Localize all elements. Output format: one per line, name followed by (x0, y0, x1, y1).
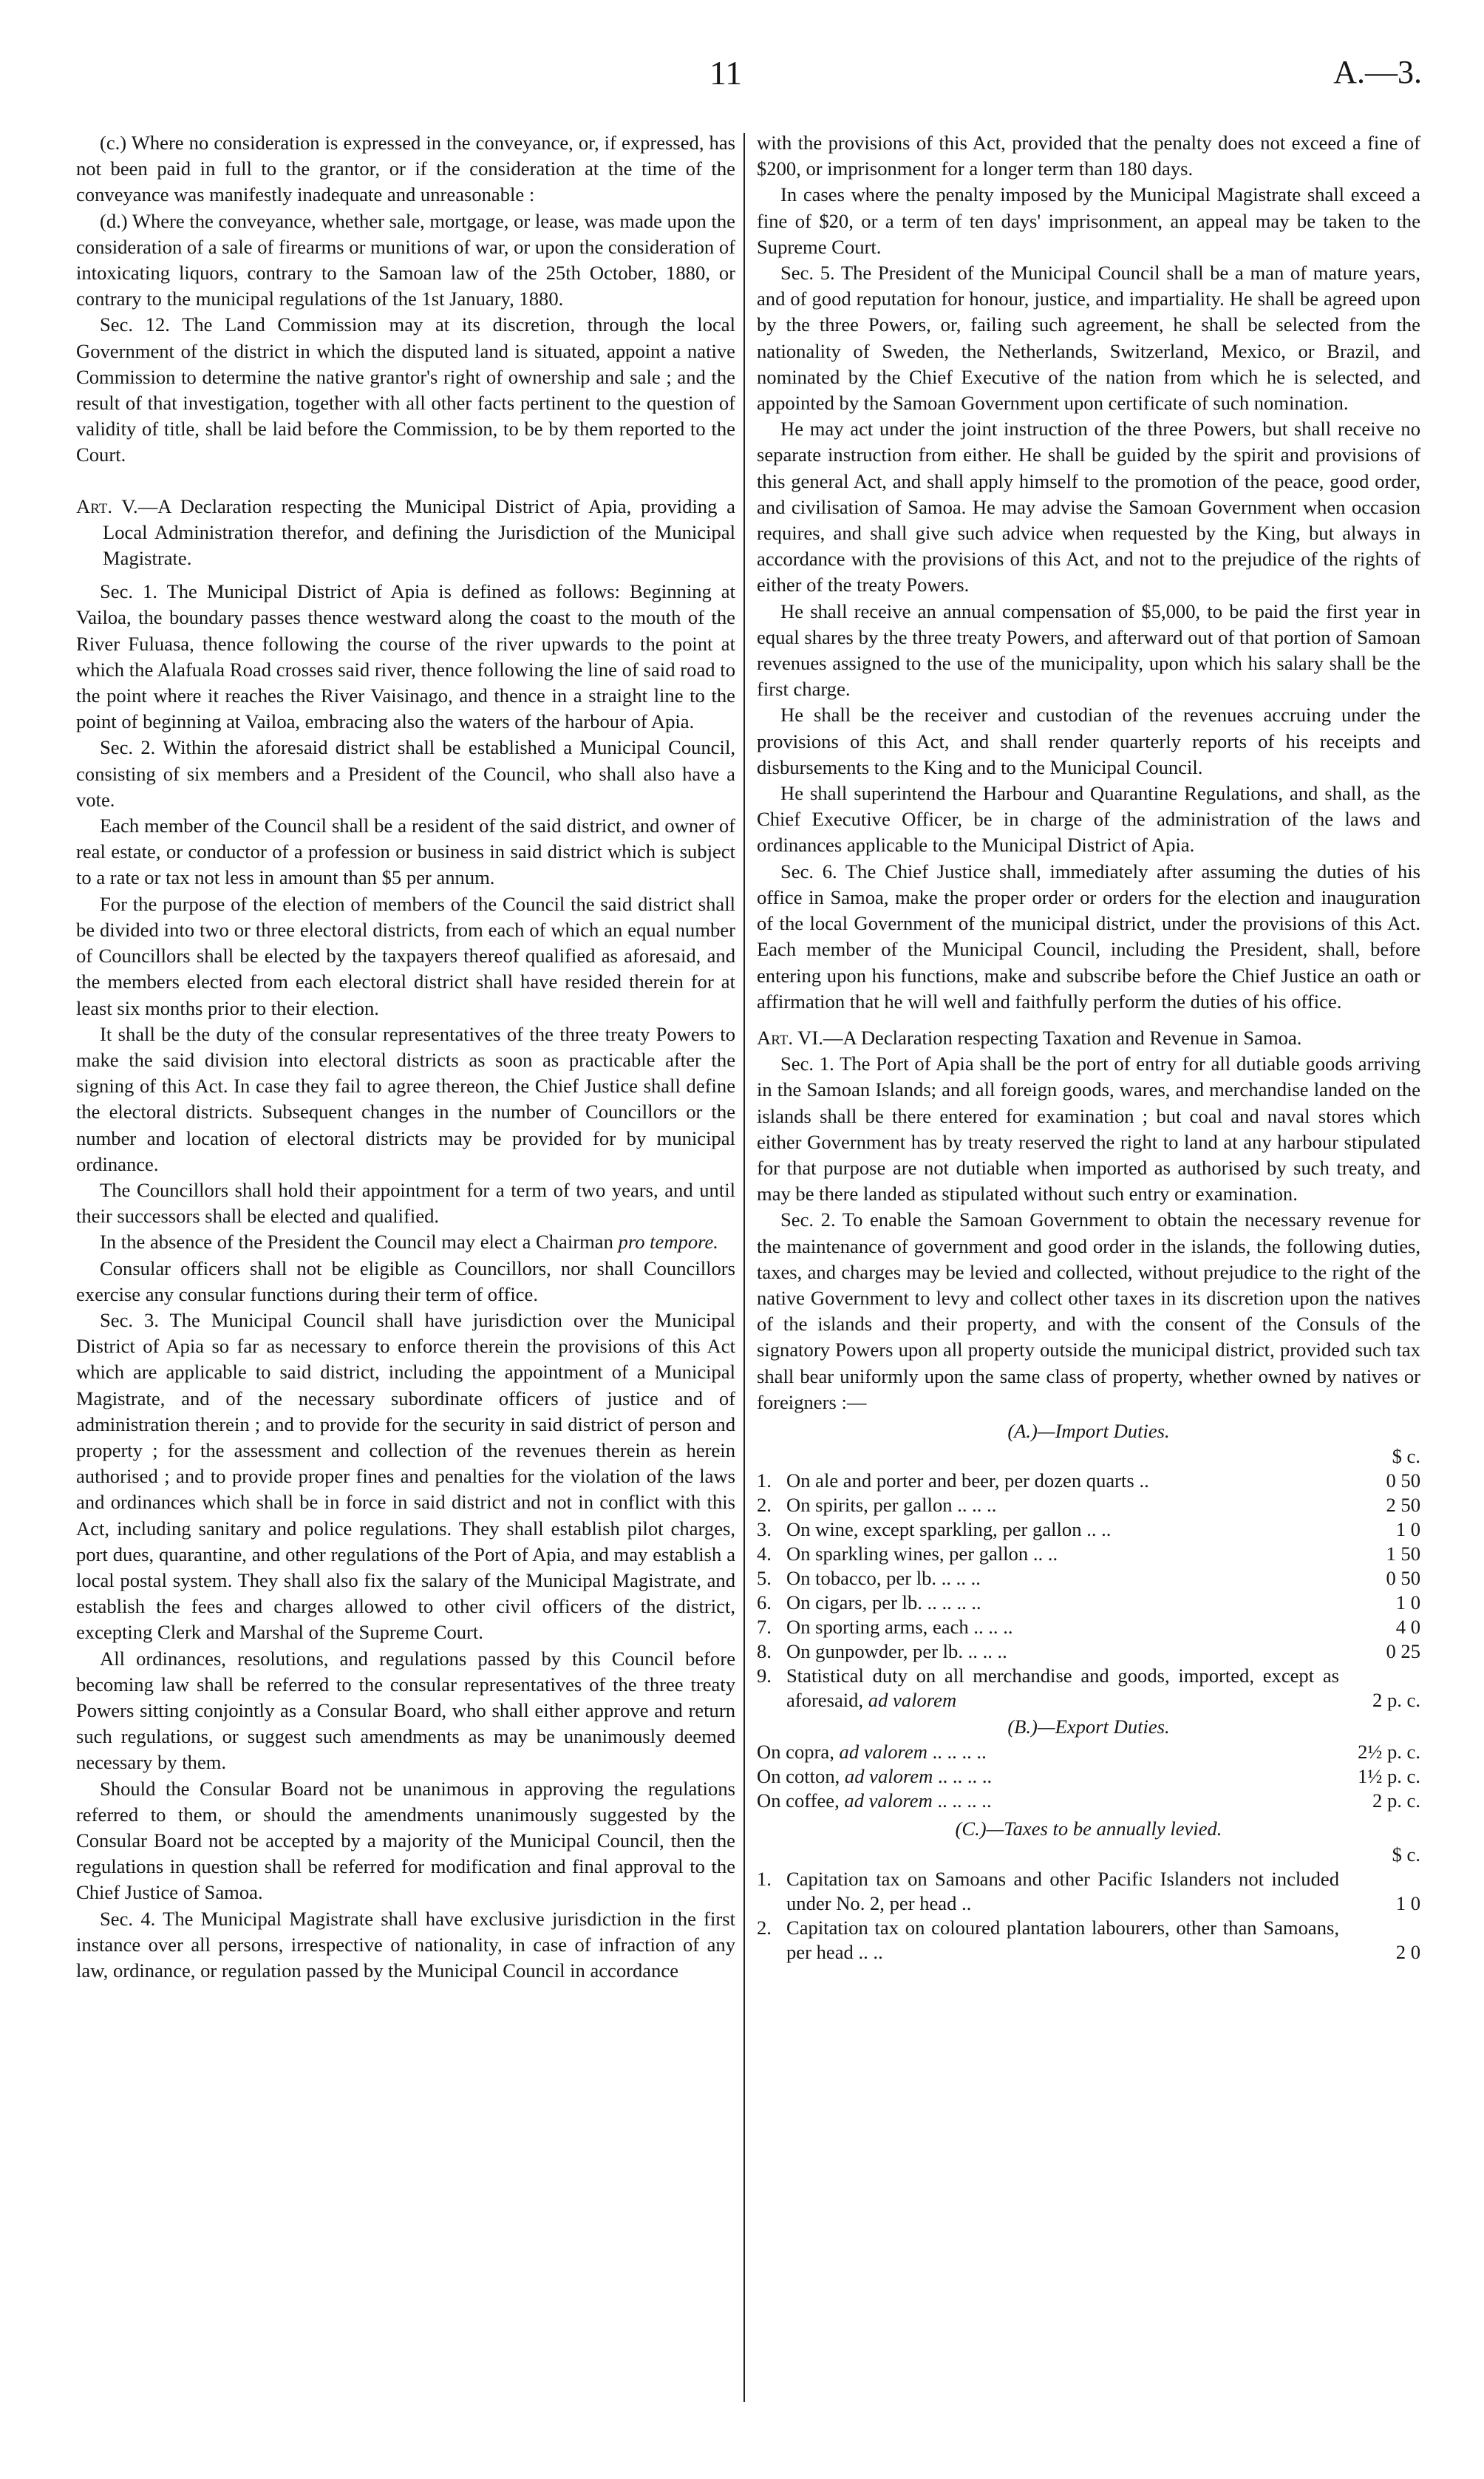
annual-taxes-heading: (C.)—Taxes to be annually levied. (955, 1817, 1222, 1840)
row-value: 1 0 (1395, 1518, 1420, 1541)
paragraph-instruction: He may act under the joint instruction of the three Powers, but shall receive no separate instruction from either. He shall be guided by the spirit and provisions of this general Act, and shall apply himself to the promotion of the peace, good order, and civilisation of Samoa. He may advise the Samoan Government when occasion requires, and shall give such advice when requested by the King, but always in accordance with the provisions of this Act, and not to the prejudice of the rights of either of the treaty Powers. (757, 418, 1420, 596)
row-description (757, 1789, 1339, 1813)
leader-dots: .. .. .. (967, 1640, 1007, 1663)
row-desc-text: On cigars, per lb. (786, 1591, 922, 1614)
import-duties-table (757, 1444, 1420, 1713)
row-description (786, 1591, 1339, 1615)
leader-dots: .. .. (858, 1940, 883, 1963)
row-desc-text: On gunpowder, per lb. (786, 1640, 963, 1663)
row-desc-text: Capitation tax on coloured plantation labourers, other than Samoans, per head (786, 1916, 1339, 1963)
row-value: 4 0 (1395, 1616, 1420, 1639)
export-duties-heading: (B.)—Export Duties. (1007, 1715, 1170, 1738)
export-duties-table (757, 1740, 1420, 1813)
export-row (757, 1764, 1420, 1789)
row-number: 4. (757, 1543, 772, 1565)
leader-dots: .. .. (1032, 1543, 1058, 1565)
paragraph-c: (c.) Where no consideration is expressed in the conveyance, or, if expressed, has not been paid in full to the grantor, or if the consideration at the time of the conveyance was manifestly inadequate and unreasonable : (76, 132, 735, 206)
art5-section-1: Sec. 1. The Municipal District of Apia is defined as follows: Beginning at Vailoa, the boundary passes thence westward along the coast to the mouth of the River Fuluasa, thence following the course of the river upwards to the point at which the Alafuala Road crosses said river, thence following the line of said road to the point where it reaches the River Vaisinago, and thence in a straight line to the point of beginning at Vailoa, embracing also the waters of the harbour of Apia. (76, 580, 735, 733)
article-v-label: Art. V. (76, 494, 138, 517)
row-desc-text: On coffee, (757, 1789, 845, 1812)
import-unit-header: $ c. (1392, 1445, 1420, 1468)
row-latin: ad valorem (844, 1789, 933, 1812)
import-row (757, 1639, 1420, 1664)
import-row (757, 1591, 1420, 1615)
row-description (786, 1469, 1339, 1493)
row-value: 0 50 (1386, 1469, 1420, 1492)
absence-latin: pro tempore. (618, 1231, 718, 1254)
paragraph-compensation: He shall receive an annual compensation of $5,000, to be paid the first year in equal shares by the three treaty Powers, and afterward out of that portion of Samoan revenues assigned to the use of the municipality, upon which his salary shall be the first charge. (757, 599, 1420, 701)
article-vi-label: Art. VI. (757, 1026, 823, 1049)
art5-section-4: Sec. 4. The Municipal Magistrate shall have exclusive jurisdiction in the first instance over all persons, irrespective of nationality, in case of infraction of any law, ordinance, or regulation passed by the Municipal Council in accordance (76, 1907, 735, 1982)
row-value: 2 p. c. (1372, 1689, 1420, 1712)
paragraph-continuation: with the provisions of this Act, provided that the penalty does not exceed a fine of $200, or imprisonment for a longer term than 180 days. (757, 132, 1420, 180)
row-desc-text: On ale and porter and beer, per dozen quarts (786, 1469, 1134, 1492)
row-number: 6. (757, 1591, 772, 1614)
row-value: 2 50 (1386, 1494, 1420, 1517)
row-description (786, 1542, 1339, 1566)
paragraph-consular-board: Should the Consular Board not be unanimous in approving the regulations referred to them, or should the amendments unanimously suggested by the Consular Board not be accepted by a majority of the Municipal Council, then the regulations in question shall be referred for modification and final approval to the Chief Justice of Samoa. (76, 1777, 735, 1904)
leader-dots: .. (1139, 1469, 1149, 1492)
row-description (757, 1740, 1339, 1764)
art5-section-3: Sec. 3. The Municipal Council shall have jurisdiction over the Municipal District of Apia so far as necessary to enforce therein the provisions of this Act which are applicable to said district, including the appointment of a Municipal Magistrate, and of the necessary subordinate officers of justice and of administration therein ; and to provide for the security in said district of person and property ; for the assessment and collection of the revenues therein as herein authorised ; and to provide proper fines and penalties for the violation of the laws and ordinances which shall be in force in said district and not in conflict with this Act, including sanitary and police regulations. They shall establish pilot charges, port dues, quarantine, and other regulations of the Port of Apia, and may establish a local postal system. They shall also fix the salary of the Municipal Magistrate, and establish the fees and charges allowed to other civil officers of the district, excepting Clerk and Marshal of the Supreme Court. (76, 1308, 735, 1644)
row-desc-text: On tobacco, per lb. (786, 1567, 937, 1590)
art5-section-5: Sec. 5. The President of the Municipal Council shall be a man of mature years, and of good reputation for honour, justice, and impartiality. He shall be agreed upon by the three Powers, or, failing such agreement, he shall be selected from the nationality of Sweden, the Netherlands, Switzerland, Mexico, or Brazil, and nominated by the Chief Executive of the nation from which he is selected, and appointed by the Samoan Government upon certificate of such nomination. (757, 262, 1420, 415)
row-latin: ad valorem (839, 1741, 928, 1764)
row-value: 1 0 (1395, 1891, 1420, 1914)
article-v-heading (76, 494, 735, 572)
row-desc-text: On copra, (757, 1741, 840, 1764)
import-row (757, 1517, 1420, 1542)
row-desc-text: On wine, except sparkling, per gallon (786, 1518, 1082, 1541)
row-number: 5. (757, 1567, 772, 1590)
row-number: 8. (757, 1640, 772, 1663)
export-row (757, 1789, 1420, 1813)
section-12: Sec. 12. The Land Commission may at its discretion, through the local Government of the district in which the disputed land is situated, appoint a native Commission to determine the native grantor's right of ownership and sale ; and the result of that investigation, together with all other facts pertinent to the question of validity of title, shall be laid before the Commission, to be by them reported to the Court. (76, 313, 735, 466)
art6-section-2: Sec. 2. To enable the Samoan Government to obtain the necessary revenue for the maintenance of government and good order in the islands, the following duties, taxes, and charges may be levied and collected, without prejudice to the right of the native Government to levy and collect other taxes in its discretion upon the natives of the islands and their property, and with the consent of the Consuls of the signatory Powers upon all property outside the municipal district, provided such tax shall bear uniformly upon the same class of property, whether owned by natives or foreigners :— (757, 1208, 1420, 1413)
row-desc-text: On cotton, (757, 1765, 845, 1788)
row-description (786, 1493, 1339, 1517)
leader-dots: .. .. .. .. (932, 1741, 987, 1764)
row-value: 0 25 (1386, 1640, 1420, 1663)
import-row (757, 1542, 1420, 1566)
row-value: 2 0 (1395, 1940, 1420, 1963)
import-row (757, 1615, 1420, 1639)
tax-row (757, 1916, 1420, 1965)
art5-section-2: Sec. 2. Within the aforesaid district shall be established a Municipal Council, consisting of six members and a President of the Council, who shall also have a vote. (76, 736, 735, 811)
export-row (757, 1740, 1420, 1764)
paragraph-appeal: In cases where the penalty imposed by the Municipal Magistrate shall exceed a fine of $20, or a term of ten days' imprisonment, an appeal may be taken to the Supreme Court. (757, 183, 1420, 258)
art5-section-6: Sec. 6. The Chief Justice shall, immediately after assuming the duties of his office in Samoa, make the proper order or orders for the election and inauguration of the local Government of the municipal district, under the provisions of this Act. Each member of the Municipal Council, including the President, shall, before entering upon his functions, make and subscribe before the Chief Justice an oath or affirmation that he will well and faithfully perform the duties of his office. (757, 860, 1420, 1013)
leader-dots: .. (961, 1891, 972, 1914)
row-number: 9. (757, 1664, 772, 1687)
page-number: 11 (709, 54, 743, 92)
paragraph-absence (76, 1229, 735, 1255)
row-number: 7. (757, 1616, 772, 1639)
leader-dots: .. .. (1086, 1518, 1112, 1541)
leader-dots: .. .. .. (957, 1494, 997, 1517)
paragraph-receiver: He shall be the receiver and custodian of the revenues accruing under the provisions of this Act, and shall render quarterly reports of his receipts and disbursements to the King and to the Municipal Council. (757, 704, 1420, 778)
paragraph-term: The Councillors shall hold their appointment for a term of two years, and until their successors shall be elected and qualified. (76, 1178, 735, 1228)
row-number: 2. (757, 1494, 772, 1517)
absence-text: In the absence of the President the Council may elect a Chairman (100, 1231, 619, 1254)
leader-dots: .. .. .. (941, 1567, 981, 1590)
leader-dots: .. .. .. .. (937, 1789, 992, 1812)
row-description (757, 1764, 1339, 1789)
document-reference: A.—3. (1333, 54, 1422, 90)
import-row (757, 1566, 1420, 1591)
paragraph-ordinances: All ordinances, resolutions, and regulations passed by this Council before becoming law shall be referred to the consular representatives of the three treaty Powers sitting conjointly as a Consular Board, who shall either approve and return such regulations, or suggest such amendments as may be unanimously deemed necessary by them. (76, 1647, 735, 1774)
right-column (757, 130, 1420, 1965)
article-vi-title: —A Declaration respecting Taxation and Revenue in Samoa. (823, 1026, 1302, 1049)
art6-section-1: Sec. 1. The Port of Apia shall be the port of entry for all dutiable goods arriving in the Samoan Islands; and all foreign goods, wares, and merchandise landed on the islands shall be there entered for examination ; but coal and naval stores which either Government has by treaty reserved the right to land at any harbour stipulated for that purpose are not dutiable when imported as authorised by such treaty, and may be there landed as stipulated without such entry or examination. (757, 1053, 1420, 1206)
paragraph-duty: It shall be the duty of the consular representatives of the three treaty Powers to make the said division into electoral districts as soon as practicable after the signing of this Act. In case they fail to agree thereon, the Chief Justice shall define the electoral districts. Subsequent changes in the number of Councillors or the number and location of electoral districts may be provided for by municipal ordinance. (76, 1022, 735, 1175)
left-column (76, 130, 735, 1984)
row-value: 0 50 (1386, 1567, 1420, 1590)
import-row (757, 1493, 1420, 1517)
row-description (786, 1517, 1339, 1542)
column-divider (743, 133, 745, 2402)
row-number: 1. (757, 1867, 772, 1890)
paragraph-harbour: He shall superintend the Harbour and Quarantine Regulations, and shall, as the Chief Executive Officer, be in charge of the administration of the laws and ordinances applicable to the Municipal District of Apia. (757, 782, 1420, 857)
tax-row (757, 1867, 1420, 1916)
paragraph-consular: Consular officers shall not be eligible as Councillors, nor shall Councillors exercise any consular functions during their term of office. (76, 1256, 735, 1305)
import-duties-heading: (A.)—Import Duties. (1007, 1419, 1170, 1442)
row-description (786, 1867, 1339, 1916)
annual-taxes-table (757, 1843, 1420, 1965)
row-number: 1. (757, 1469, 772, 1492)
article-v-title: —A Declaration respecting the Municipal District of Apia, providing a Local Administration therefor, and defining the Jurisdiction of the Municipal Magistrate. (103, 494, 735, 570)
paragraph-d: (d.) Where the conveyance, whether sale, mortgage, or lease, was made upon the consideration of a sale of firearms or munitions of war, or upon the consideration of intoxicating liquors, contrary to the Samoan law of the 25th October, 1880, or contrary to the municipal regulations of the 1st January, 1880. (76, 209, 735, 310)
row-description (786, 1916, 1339, 1965)
row-desc-text: Capitation tax on Samoans and other Pacific Islanders not included under No. 2, per head (786, 1867, 1339, 1914)
row-description (786, 1664, 1339, 1713)
paragraph-election: For the purpose of the election of members of the Council the said district shall be divided into two or three electoral districts, from each of which an equal number of Councillors shall be elected by the taxpayers thereof qualified as aforesaid, and the members elected from each electoral district shall have resided therein for at least six months prior to their election. (76, 892, 735, 1019)
import-row-9 (757, 1664, 1420, 1713)
row-value: 1 0 (1395, 1591, 1420, 1614)
row9-text: Statistical duty on all merchandise and goods, imported, except as aforesaid, (786, 1664, 1339, 1712)
row-number: 3. (757, 1518, 772, 1541)
row-description (786, 1566, 1339, 1591)
row-desc-text: On sporting arms, each (786, 1616, 969, 1639)
leader-dots: .. .. .. (973, 1616, 1013, 1639)
import-row (757, 1469, 1420, 1493)
row-description (786, 1639, 1339, 1664)
paragraph-each-member: Each member of the Council shall be a resident of the said district, and owner of real estate, or conductor of a profession or business in said district which is subject to a rate or tax not less in amount than $5 per annum. (76, 815, 735, 889)
row-value: 2½ p. c. (1358, 1741, 1420, 1764)
row-desc-text: On sparkling wines, per gallon (786, 1543, 1029, 1565)
row-number: 2. (757, 1916, 772, 1939)
tax-unit-header: $ c. (1392, 1843, 1420, 1866)
leader-dots: .. .. .. .. (927, 1591, 981, 1614)
row-description (786, 1615, 1339, 1639)
row-desc-text: On spirits, per gallon (786, 1494, 953, 1517)
row-value: 2 p. c. (1372, 1789, 1420, 1812)
row-value: 1½ p. c. (1358, 1765, 1420, 1788)
row-latin: ad valorem (844, 1765, 933, 1788)
row9-latin: ad valorem (868, 1689, 957, 1712)
article-vi-heading (757, 1025, 1420, 1051)
leader-dots: .. .. .. .. (937, 1765, 993, 1788)
row-value: 1 50 (1386, 1543, 1420, 1565)
